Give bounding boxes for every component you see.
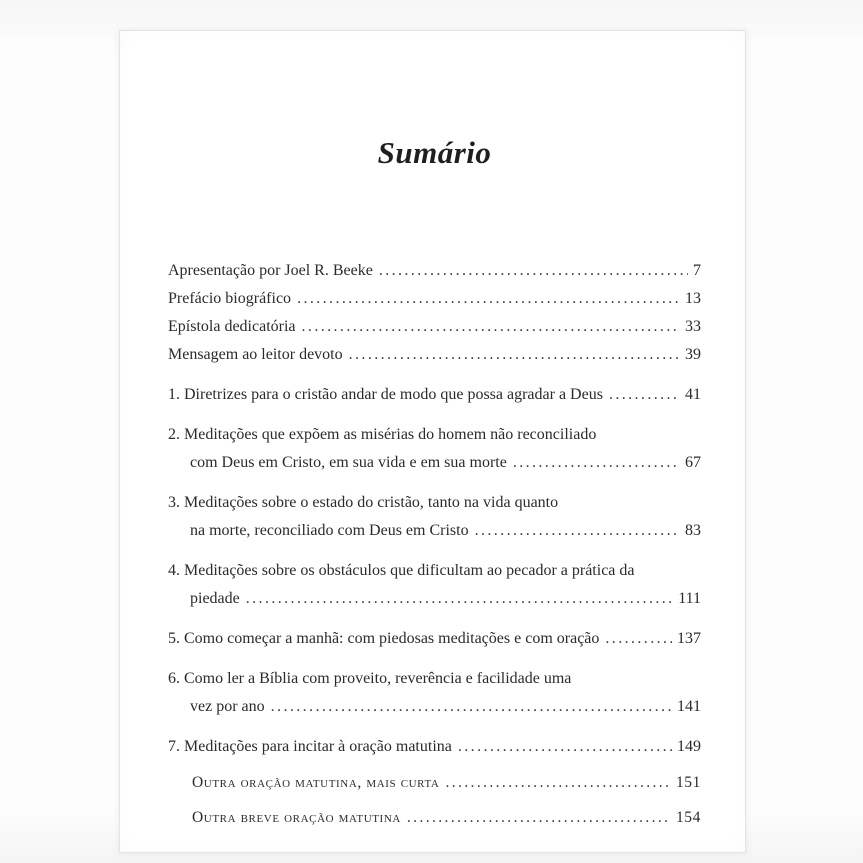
toc-entry-sub [192,769,701,796]
toc-entry-text: com Deus em Cristo, em sua vida e em sua morte [190,454,507,471]
toc-entry-chapter [168,733,701,761]
dot-leader [513,449,680,477]
toc-page-number: 111 [678,590,701,607]
table-of-contents [168,257,701,831]
dot-leader [458,733,672,761]
toc-entry-text: Mensagem ao leitor devoto [168,346,343,363]
dot-leader [302,313,680,341]
page-title: Sumário [377,135,492,170]
toc-entry-text: Prefácio biográfico [168,290,292,307]
toc-entry-text: piedade [190,590,240,607]
toc-entry-text: vez por ano [190,698,265,715]
toc-page-number: 41 [685,386,701,403]
dot-leader [349,341,680,369]
dot-leader [407,804,671,831]
dot-leader [297,285,680,313]
toc-page-number: 39 [685,346,701,363]
book-page [119,30,746,853]
toc-page-number: 141 [677,698,701,715]
toc-entry-sub [192,804,701,831]
dot-leader [609,381,680,409]
toc-entry-text: Outra breve oração matutina [192,809,401,826]
toc-entry-chapter [168,625,701,653]
toc-entry-text: 2. Meditações que expõem as misérias do homem não reconciliado [168,426,597,443]
toc-entry-chapter [168,381,701,409]
dot-leader [246,585,673,613]
toc-page-number: 137 [677,630,701,647]
dot-leader [475,517,680,545]
toc-entry-front [168,257,701,285]
dot-leader [379,257,688,285]
toc-page-number: 67 [685,454,701,471]
toc-page-number: 33 [685,318,701,335]
toc-entry-text: Outra oração matutina, mais curta [192,774,440,791]
dot-leader [271,693,672,721]
toc-entry-text: Epístola dedicatória [168,318,296,335]
toc-page-number: 13 [685,290,701,307]
toc-entry-chapter [168,557,701,613]
dot-leader [605,625,672,653]
toc-entry-text: na morte, reconciliado com Deus em Cristo [190,522,469,539]
toc-page-number: 149 [677,738,701,755]
toc-entry-text: 6. Como ler a Bíblia com proveito, reverência e facilidade uma [168,670,572,687]
toc-entry-text: 5. Como começar a manhã: com piedosas meditações e com oração [168,630,600,647]
toc-entry-front [168,285,701,313]
toc-entry-text: 1. Diretrizes para o cristão andar de modo que possa agradar a Deus [168,386,603,403]
toc-entry-chapter [168,421,701,477]
toc-page-number: 151 [675,774,701,791]
toc-entry-text: Apresentação por Joel R. Beeke [168,262,373,279]
toc-entry-front [168,341,701,369]
toc-entry-chapter [168,489,701,545]
toc-entry-front [168,313,701,341]
toc-entry-text: 3. Meditações sobre o estado do cristão, tanto na vida quanto [168,494,559,511]
toc-page-number: 83 [685,522,701,539]
toc-entry-text: 7. Meditações para incitar à oração matutina [168,738,452,755]
toc-page-number: 154 [675,809,701,826]
toc-entry-chapter [168,665,701,721]
dot-leader [445,769,670,796]
toc-entry-text: 4. Meditações sobre os obstáculos que dificultam ao pecador a prática da [168,562,635,579]
toc-page-number: 7 [693,262,701,279]
